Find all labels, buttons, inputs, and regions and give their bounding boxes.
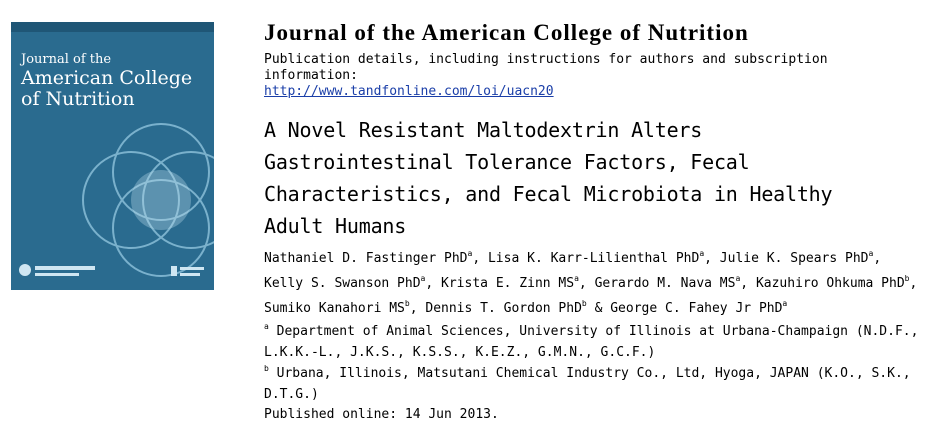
author-separator: , [425, 276, 442, 291]
author-name: Gerardo M. Nava MS [594, 276, 736, 291]
journal-cover-image [11, 22, 214, 290]
article-title-line: Adult Humans [264, 214, 407, 238]
author-name: George C. Fahey Jr PhD [610, 301, 783, 316]
author-separator: , [873, 251, 882, 266]
author-affiliation-mark: b [904, 274, 910, 283]
author-separator: , [740, 276, 756, 291]
author-affiliation-mark: b [404, 299, 410, 308]
author-name: Kelly S. Swanson PhD [264, 276, 421, 291]
affiliation-a [264, 321, 919, 363]
author-separator: , [909, 276, 918, 291]
author-name: Kazuhiro Ohkuma PhD [755, 276, 905, 291]
author-separator: & [586, 301, 611, 316]
cover-title-line1: Journal of the [21, 52, 112, 67]
author-name: Dennis T. Gordon PhD [425, 301, 582, 316]
author-affiliation-mark: a [735, 274, 741, 283]
author-affiliation-mark: a [420, 274, 426, 283]
author-name: Lisa K. Karr-Lilienthal PhD [487, 251, 700, 266]
cover-title [21, 52, 211, 110]
author-affiliation-mark: a [699, 249, 705, 258]
author-affiliation-mark: a [574, 274, 579, 283]
author-separator: , [704, 251, 720, 266]
cover-title-line2: American College [21, 67, 193, 89]
cover-title-line3: of Nutrition [21, 88, 135, 110]
article-title [264, 114, 884, 242]
author-separator: , [578, 276, 595, 291]
affiliation-b [264, 363, 919, 405]
author-list [264, 246, 919, 321]
citation-block [264, 20, 924, 425]
author-separator: , [409, 301, 426, 316]
author-affiliation-mark: b [581, 299, 587, 308]
published-date: Published online: 14 Jun 2013. [264, 407, 499, 422]
affiliation-mark: b [264, 364, 269, 373]
affiliation-text: Department of Animal Sciences, University of Illinois at Urbana-Champaign (N.D.F., L.K.K.-L., J.K.S., K.S.S., K.E.Z., G.M.N., G.C.F.) [264, 324, 919, 360]
author-name: Krista E. Zinn MS [441, 276, 575, 291]
author-separator: , [472, 251, 488, 266]
publication-details: Publication details, including instructions for authors and subscription information: [264, 52, 828, 83]
affiliation-mark: a [264, 322, 269, 331]
journal-title: Journal of the American College of Nutrition [264, 20, 749, 45]
journal-link[interactable]: http://www.tandfonline.com/loi/uacn20 [264, 84, 554, 99]
article-title-line: Characteristics, and Fecal Microbiota in Healthy [264, 182, 833, 206]
author-affiliation-mark: a [467, 249, 473, 258]
author-affiliation-mark: a [782, 299, 788, 308]
author-name: Sumiko Kanahori MS [264, 301, 405, 316]
author-affiliation-mark: a [868, 249, 874, 258]
author-name: Nathaniel D. Fastinger PhD [264, 251, 468, 266]
author-name: Julie K. Spears PhD [719, 251, 869, 266]
article-title-line: Gastrointestinal Tolerance Factors, Fecal [264, 150, 750, 174]
article-title-line: A Novel Resistant Maltodextrin Alters [264, 118, 703, 142]
affiliation-text: Urbana, Illinois, Matsutani Chemical Industry Co., Ltd, Hyoga, JAPAN (K.O., S.K., D.T.G.) [264, 366, 911, 402]
